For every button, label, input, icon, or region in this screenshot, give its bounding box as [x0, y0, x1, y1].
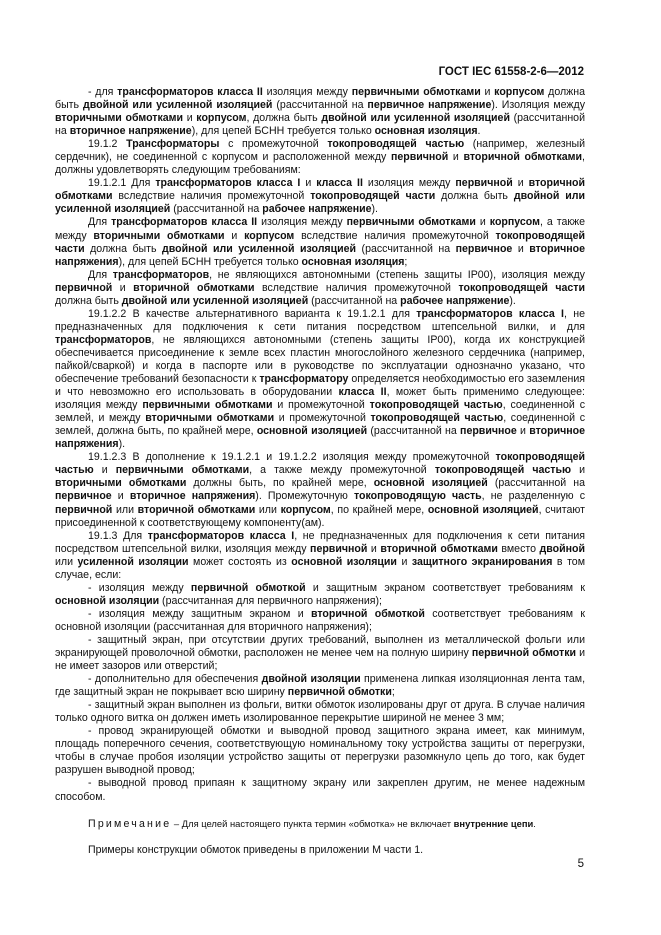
text-run: применена липкая изоляционная лента там, где защитный экран не покрывает всю ширину	[55, 673, 586, 699]
bold-term: двойной или усиленной изоляцией	[162, 242, 357, 255]
text-run: 19.1.2.1 Для	[88, 177, 156, 190]
bold-term: класса II	[316, 177, 363, 190]
text-run: и	[224, 229, 245, 242]
bold-term: первичной обмотки	[471, 647, 577, 660]
text-run: - провод экранирующей обмотки и выводной провод защитного экрана имеет, как минимум, площадь поперечного сечения, соответствующую номинальному току устройства защиты от перегрузки, чтобы в случае пробоя изоляции устройство защиты от перегрузки разомкнуло цепь до того, как будет разрушен выводной провод;	[55, 725, 585, 777]
bold-term: Трансформаторы	[126, 138, 220, 151]
bold-term: первичной	[55, 281, 113, 294]
text-run: , а также между	[55, 216, 586, 242]
bold-term: основной изоляцией	[256, 425, 368, 438]
text-run: с промежуточной	[219, 138, 328, 151]
text-run: и	[512, 177, 529, 190]
bold-term: трансформаторов класса I	[416, 307, 564, 320]
text-run: и	[516, 425, 530, 438]
text-run: , должна быть	[246, 112, 322, 125]
bold-term: корпусом	[280, 503, 331, 516]
bold-term: токопроводящей частью	[327, 138, 465, 151]
bold-term: токопроводящей частью	[55, 451, 585, 477]
text-run: ), для цепей БСНН требуется только	[118, 255, 302, 268]
text-run: Для	[88, 268, 113, 281]
text-run: и	[512, 242, 530, 255]
text-run: , а также между промежуточной	[249, 464, 435, 477]
bold-term: основная изоляция	[301, 255, 405, 268]
bold-term: трансформаторов класса II	[111, 216, 258, 229]
text-run: , не являющихся автономными (степень защиты IP00), изоляция между	[209, 268, 585, 281]
bold-term: вторичной обмотками	[137, 503, 256, 516]
bold-term: вторичными обмотками	[55, 477, 187, 490]
text-run: 19.1.2	[88, 138, 127, 151]
text-run: (например, железный сердечник), не соединенной с корпусом и расположенной между	[55, 138, 585, 164]
bold-term: двойной или усиленной изоляцией	[121, 294, 309, 307]
note-prefix: Примечание	[88, 817, 172, 830]
text-run: и	[367, 542, 381, 555]
body-paragraph	[55, 634, 585, 673]
bold-term: первичными обмотками	[351, 86, 481, 98]
text-run: вследствие наличия промежуточной	[112, 190, 311, 203]
text-run: ;	[391, 686, 395, 699]
bold-term: класса II	[338, 386, 387, 399]
bold-term: основной изоляцией	[427, 503, 539, 516]
text-run: в том случае, если:	[55, 555, 585, 581]
bold-term: двойной или усиленной изоляцией	[321, 112, 510, 125]
text-run: ).	[371, 203, 378, 216]
bold-term: двойной или усиленной изоляцией	[55, 190, 586, 216]
bold-term: токопроводящую часть	[353, 490, 482, 503]
text-run: - выводной провод припаян к защитному экрану или закреплен другим, не менее надежным способом.	[55, 777, 585, 803]
text-run: , соединенной с землей, и между	[55, 399, 585, 425]
text-run: (рассчитанной на	[272, 99, 368, 112]
text-run: Для	[88, 216, 112, 229]
body-paragraph	[55, 530, 585, 582]
text-run: и	[111, 490, 130, 503]
bold-term: трансформатору	[259, 373, 349, 386]
note-paragraph	[55, 817, 585, 831]
text-run: , считают присоединенной к соответствующему компоненту(ам).	[55, 503, 585, 529]
body-paragraphs	[55, 86, 585, 804]
text-run: (рассчитанной на	[170, 203, 263, 216]
bold-term: первичное	[55, 490, 112, 503]
bold-term: первичное напряжение	[367, 99, 492, 112]
bold-term: рабочее напряжение	[400, 294, 510, 307]
text-run: или	[55, 555, 78, 568]
text-run: 19.1.3 Для	[88, 529, 148, 542]
bold-term: токопроводящей части	[310, 190, 436, 203]
bold-term: первичными обмотками	[142, 399, 273, 412]
text-run: и	[571, 464, 586, 477]
bold-term: токопроводящей частью	[370, 412, 504, 425]
text-run: соответствует требованиям к основной изоляции (рассчитанная для вторичного напряжения);	[55, 607, 586, 633]
bold-term: усиленной изоляции	[77, 555, 189, 568]
bold-term: двойной	[539, 542, 585, 555]
text-run: и	[448, 151, 464, 164]
bold-term: вторичное напряжение	[69, 125, 192, 138]
text-run: ), для цепей БСНН требуется только	[191, 125, 375, 138]
text-run: ). Промежуточную	[255, 490, 354, 503]
text-run: ).	[509, 294, 516, 307]
bold-term: токопроводящей частью	[369, 399, 503, 412]
text-run: (рассчитанной на	[367, 425, 461, 438]
bold-term: вторичной обмоткой	[311, 607, 425, 620]
bold-term: токопроводящей части	[55, 229, 585, 255]
note-bold-term: внутренние цепи	[453, 817, 534, 829]
text-run: и промежуточной	[274, 412, 371, 425]
body-paragraph	[55, 308, 585, 452]
text-run: (рассчитанной на	[55, 112, 585, 138]
note-end: .	[533, 817, 536, 829]
body-paragraph	[55, 608, 585, 634]
text-run: 19.1.2.2 В качестве альтернативного варианта к 19.1.2.1 для	[88, 307, 417, 320]
bold-term: рабочее напряжение	[262, 203, 372, 216]
text-run: (рассчитанной на	[308, 294, 401, 307]
bold-term: первичное	[460, 425, 517, 438]
text-run: должна быть	[55, 86, 585, 112]
text-run: , соединенной с землей, должна быть, по крайней мере,	[55, 412, 585, 438]
bold-term: вторичной обмотками	[55, 177, 585, 203]
bold-term: первичной обмоткой	[190, 581, 306, 594]
bold-term: основная изоляция	[374, 125, 478, 138]
bold-term: защитного экранирования	[411, 555, 553, 568]
text-run: 19.1.2.3 В дополнение к 19.1.2.1 и 19.1.2.2 изоляция между промежуточной	[88, 451, 496, 464]
text-run: и защитным экраном соответствует требованиям к	[305, 581, 585, 594]
text-run: изоляция между	[257, 216, 347, 229]
document-body	[55, 86, 585, 857]
text-run: и не имеет зазоров или отверстий;	[55, 647, 585, 673]
bold-term: вторичное напряжения	[55, 425, 585, 451]
body-paragraph	[55, 451, 585, 529]
bold-term: первичными обмотками	[346, 216, 476, 229]
bold-term: двойной изоляции	[261, 673, 361, 686]
text-run: изоляция между	[262, 86, 352, 98]
bold-term: вторичное напряжения	[129, 490, 256, 503]
bold-term: основной изоляцией	[373, 477, 488, 490]
bold-term: первичной обмотки	[287, 686, 392, 699]
text-run: изоляция между	[362, 177, 456, 190]
text-run: и	[183, 112, 197, 125]
text-run: ;	[404, 255, 408, 268]
body-paragraph	[55, 777, 585, 803]
text-run: , не предназначенных для подключения к сети питания посредством штепсельной вилки, и для	[55, 307, 585, 333]
body-paragraph	[55, 699, 585, 725]
text-run: должна быть	[435, 190, 514, 203]
text-run: - изоляция между	[88, 581, 191, 594]
text-run: - изоляция между защитным экраном и	[88, 607, 312, 620]
bold-term: основной изоляции	[291, 555, 397, 568]
bold-term: первичными обмотками	[115, 464, 250, 477]
bold-term: вторичной обмотками	[133, 281, 255, 294]
bold-term: первичное	[455, 242, 513, 255]
text-run: вследствие наличия промежуточной	[254, 281, 459, 294]
text-run: вместо	[497, 542, 540, 555]
bold-term: корпусом	[244, 229, 295, 242]
bold-term: основной изоляции	[55, 594, 160, 607]
text-run: , не предназначенных для подключения к сети питания посредством штепсельной вилки, изоляция между	[55, 529, 585, 555]
text-run: должна быть	[55, 294, 122, 307]
bold-term: вторичными обмотками	[93, 229, 225, 242]
body-paragraph	[55, 582, 585, 608]
text-run: должна быть	[84, 242, 163, 255]
bold-term: корпусом	[196, 112, 247, 125]
text-run: - защитный экран, при отсутствии других требований, выполнен из металлической фольги или экранирующей проволочной обмотки, расположен не менее чем на полную ширину	[55, 633, 585, 660]
text-run: (рассчитанная для первичного напряжения);	[159, 594, 382, 607]
body-paragraph	[55, 177, 585, 216]
bold-term: корпусом	[489, 216, 540, 229]
text-run: вследствие наличия промежуточной	[294, 229, 496, 242]
bold-term: трансформаторов	[55, 333, 152, 346]
body-paragraph	[55, 138, 585, 177]
text-run: (рассчитанной на	[487, 477, 585, 490]
bold-term: первичной	[390, 151, 449, 164]
closing-paragraph: Примеры конструкции обмоток приведены в приложении М части 1.	[88, 843, 424, 856]
body-paragraph	[55, 86, 585, 138]
bold-term: вторичной обмотками	[463, 151, 583, 164]
page-number: 5	[577, 858, 584, 870]
text-run: - дополнительно для обеспечения	[88, 673, 262, 686]
body-paragraph	[55, 673, 585, 699]
bold-term: трансформаторов класса I	[155, 177, 301, 190]
text-run: ).	[118, 438, 126, 451]
bold-term: первичной	[55, 503, 113, 516]
text-run: и	[93, 464, 116, 477]
bold-term: двойной или усиленной изоляцией	[83, 99, 273, 112]
text-run: и	[300, 177, 317, 190]
bold-term: трансформаторов класса II	[117, 86, 263, 98]
text-run: , не разделенную с	[481, 490, 585, 503]
text-run: .	[477, 125, 481, 138]
body-paragraph	[55, 216, 585, 268]
text-run: и	[480, 86, 495, 98]
bold-term: корпусом	[494, 86, 545, 98]
text-run: определяется необходимостью его заземления и что невозможно его использовать в оборудовании	[55, 373, 585, 399]
text-run: - для	[88, 86, 118, 98]
bold-term: токопроводящей части	[458, 281, 585, 294]
text-run: и	[396, 555, 412, 568]
bold-term: первичной	[310, 542, 368, 555]
text-run: или	[255, 503, 281, 516]
document-standard-header: ГОСТ IEC 61558-2-6—2012	[438, 66, 584, 78]
bold-term: трансформаторов класса I	[147, 529, 295, 542]
text-run: , может быть применимо следующее: изоляция между	[55, 386, 586, 412]
bold-term: трансформаторов	[112, 268, 210, 281]
text-run: может состоять из	[188, 555, 292, 568]
body-paragraph	[55, 725, 585, 777]
bold-term: вторичными обмотками	[145, 412, 275, 425]
text-run: и	[112, 281, 134, 294]
note-body: – Для целей настоящего пункта термин «обмотка» не включает	[171, 817, 454, 829]
text-run: , не являющихся автономными (степень защиты IP00), когда их конструкцией обеспечивается присоединение к земле всех пластин многослойного железного сердечника (например, пайкой/сваркой) и когда в паспорте или в руководстве по эксплуатации однозначно указано, что обеспечение требований безопасности к	[55, 333, 585, 386]
text-run: и	[475, 216, 490, 229]
text-run: , должны удовлетворять следующим требованиям:	[55, 151, 585, 177]
text-run: должны быть, по крайней мере,	[186, 477, 374, 490]
bold-term: вторичной обмотками	[380, 542, 498, 555]
text-run: и промежуточной	[272, 399, 370, 412]
text-run: или	[112, 503, 138, 516]
text-run: , по крайней мере,	[330, 503, 428, 516]
text-run: ). Изоляция между	[491, 99, 585, 112]
text-run: - защитный экран выполнен из фольги, витки обмоток изолированы друг от друга. В случае наличия только одного витка он должен иметь изолированное перекрытие шириной не менее 3 мм;	[55, 699, 585, 725]
bold-term: первичной	[455, 177, 513, 190]
bold-term: токопроводящей частью	[434, 464, 572, 477]
bold-term: вторичными обмотками	[55, 112, 184, 125]
text-run: (рассчитанной на	[356, 242, 456, 255]
body-paragraph	[55, 269, 585, 308]
bold-term: вторичное напряжения	[55, 242, 586, 268]
